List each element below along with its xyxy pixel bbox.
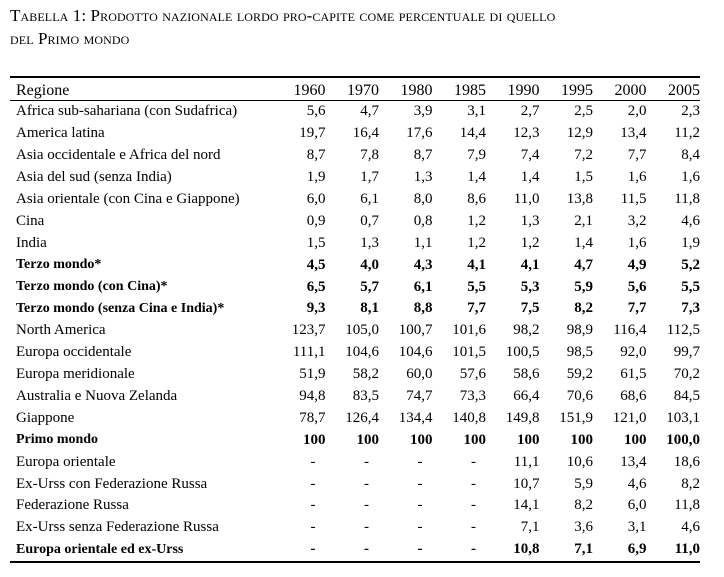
value-cell: 14,4: [459, 125, 486, 142]
value-cell: 4,1: [520, 256, 540, 273]
header-year: 2000: [593, 77, 647, 101]
value-cell: -: [379, 539, 433, 562]
value-cell: 6,5: [306, 278, 326, 295]
value-cell: 1,2: [467, 212, 486, 229]
value-cell: -: [433, 539, 487, 562]
value-cell: 60,0: [406, 366, 433, 383]
table-caption-line-2: del Primo mondo: [10, 29, 130, 48]
table-row: [10, 429, 700, 451]
value-cell: 4,7: [574, 256, 593, 273]
value-cell: 92,0: [620, 344, 647, 361]
value-cell: 6,1: [360, 191, 379, 207]
region-cell: Giappone: [16, 409, 75, 426]
value-cell: 13,4: [620, 453, 647, 470]
value-cell: 1,4: [520, 169, 540, 186]
header-year: 1980: [379, 77, 433, 101]
region-cell: Terzo mondo (senza Cina e India)*: [16, 300, 225, 316]
table-row: [10, 364, 700, 386]
table-row: [10, 145, 700, 167]
value-cell: 66,4: [513, 388, 540, 405]
value-cell: -: [310, 519, 316, 536]
value-cell: 10,8: [486, 539, 540, 562]
table-row: [10, 254, 700, 276]
value-cell: -: [417, 453, 423, 470]
value-cell: -: [364, 519, 369, 536]
value-cell: 8,8: [413, 300, 433, 317]
value-cell: 5,6: [306, 103, 326, 120]
value-cell: 8,1: [360, 300, 379, 317]
value-cell: 1,2: [467, 234, 486, 251]
value-cell: 14,1: [513, 497, 540, 514]
value-cell: -: [417, 475, 423, 492]
region-cell: Primo mondo: [16, 432, 99, 448]
value-cell: 1,2: [520, 234, 540, 251]
value-cell: 11,5: [620, 191, 647, 207]
value-cell: 1,3: [413, 169, 433, 186]
value-cell: 11,1: [513, 453, 540, 470]
value-cell: 4,6: [681, 519, 700, 536]
value-cell: 140,8: [452, 409, 486, 426]
value-cell: 7,7: [467, 300, 486, 317]
value-cell: 10,7: [513, 475, 540, 492]
value-cell: 1,7: [360, 169, 379, 186]
region-cell: Terzo mondo (con Cina)*: [16, 279, 168, 295]
value-cell: 5,3: [520, 278, 540, 295]
value-cell: -: [310, 475, 316, 492]
value-cell: 8,2: [574, 497, 593, 514]
value-cell: 58,2: [352, 366, 379, 383]
value-cell: 9,3: [306, 300, 326, 317]
table-row: [10, 539, 700, 562]
value-cell: 104,6: [345, 344, 379, 361]
value-cell: 101,5: [452, 344, 486, 361]
value-cell: -: [272, 539, 326, 562]
region-cell: Europa occidentale: [16, 344, 132, 361]
value-cell: 68,6: [620, 388, 647, 405]
value-cell: 11,2: [674, 125, 700, 142]
value-cell: 7,3: [681, 300, 700, 317]
value-cell: 7,1: [520, 519, 540, 536]
value-cell: 5,2: [681, 256, 700, 273]
value-cell: 61,5: [620, 366, 647, 383]
table-row: [10, 517, 700, 539]
value-cell: 6,0: [306, 191, 326, 207]
value-cell: 5,9: [574, 278, 593, 295]
value-cell: -: [310, 497, 316, 514]
value-cell: 4,5: [306, 256, 326, 273]
value-cell: 151,9: [559, 409, 593, 426]
document-page: [10, 4, 714, 558]
value-cell: 98,2: [513, 322, 540, 339]
table-row: [10, 232, 700, 254]
value-cell: 8,2: [681, 475, 700, 492]
value-cell: 3,2: [627, 212, 647, 229]
value-cell: 100: [517, 431, 540, 448]
value-cell: 1,9: [306, 169, 326, 186]
header-year: 1970: [326, 77, 380, 101]
value-cell: 78,7: [299, 409, 326, 426]
table-row: [10, 210, 700, 232]
value-cell: 149,8: [505, 409, 540, 426]
region-cell: North America: [16, 322, 106, 339]
table-row: [10, 276, 700, 298]
table-body: [10, 101, 700, 562]
table-caption-line-1: Tabella 1: Prodotto nazionale lordo pro-capite come percentuale di quello: [10, 6, 556, 25]
table-row: [10, 473, 700, 495]
value-cell: 4,6: [681, 212, 700, 229]
value-cell: 105,0: [345, 322, 379, 339]
value-cell: -: [364, 453, 369, 470]
region-cell: Terzo mondo*: [16, 257, 102, 273]
value-cell: 7,2: [574, 147, 593, 164]
value-cell: 11,8: [674, 497, 700, 514]
value-cell: 1,5: [306, 234, 326, 251]
value-cell: -: [417, 497, 423, 514]
value-cell: 12,3: [513, 125, 540, 142]
value-cell: 101,6: [452, 322, 486, 339]
value-cell: 1,6: [681, 169, 700, 186]
value-cell: 11,0: [513, 191, 540, 207]
value-cell: 17,6: [406, 125, 433, 142]
value-cell: 8,2: [574, 300, 593, 317]
value-cell: 70,6: [566, 388, 593, 405]
value-cell: 100: [570, 431, 593, 448]
value-cell: 7,8: [360, 147, 379, 164]
value-cell: 2,5: [574, 103, 593, 120]
table-row: [10, 101, 700, 123]
value-cell: 100: [303, 431, 326, 448]
region-cell: Cina: [16, 212, 45, 229]
region-cell: America latina: [16, 125, 105, 142]
region-cell: India: [16, 234, 47, 251]
table-row: [10, 167, 700, 189]
value-cell: -: [471, 453, 476, 470]
header-year: 2005: [647, 77, 701, 101]
value-cell: 100: [410, 431, 433, 448]
value-cell: 73,3: [459, 388, 486, 405]
region-cell: Europa orientale ed ex-Urss: [10, 539, 272, 562]
table-row: [10, 189, 700, 211]
region-cell: Africa sub-sahariana (con Sudafrica): [16, 103, 238, 120]
gnp-table: [10, 76, 700, 563]
value-cell: 121,0: [612, 409, 647, 426]
value-cell: -: [310, 453, 316, 470]
value-cell: 6,9: [593, 539, 647, 562]
value-cell: 1,6: [627, 169, 647, 186]
table-row: [10, 342, 700, 364]
value-cell: 1,4: [467, 169, 486, 186]
value-cell: 8,7: [306, 147, 326, 164]
value-cell: 12,9: [566, 125, 593, 142]
value-cell: -: [471, 519, 476, 536]
value-cell: 10,6: [566, 453, 593, 470]
value-cell: 126,4: [345, 409, 379, 426]
value-cell: 100,5: [505, 344, 540, 361]
value-cell: -: [364, 497, 369, 514]
table-row: [10, 495, 700, 517]
value-cell: 3,6: [574, 519, 593, 536]
value-cell: 99,7: [673, 344, 700, 361]
value-cell: 3,9: [413, 103, 433, 120]
value-cell: 123,7: [291, 322, 326, 339]
value-cell: 2,1: [574, 212, 593, 229]
region-cell: Asia del sud (senza India): [16, 169, 172, 186]
value-cell: 11,8: [674, 191, 700, 207]
value-cell: 84,5: [673, 388, 700, 405]
value-cell: 7,5: [520, 300, 540, 317]
value-cell: 5,5: [681, 278, 700, 295]
value-cell: 7,1: [540, 539, 594, 562]
value-cell: 103,1: [666, 409, 700, 426]
value-cell: 4,9: [627, 256, 647, 273]
region-cell: Asia occidentale e Africa del nord: [16, 147, 221, 164]
value-cell: -: [326, 539, 380, 562]
region-cell: Australia e Nuova Zelanda: [16, 388, 178, 405]
value-cell: 4,0: [360, 256, 379, 273]
table-row: [10, 407, 700, 429]
value-cell: 13,8: [566, 191, 593, 207]
value-cell: 2,7: [520, 103, 540, 120]
value-cell: 3,1: [627, 519, 647, 536]
value-cell: 7,4: [520, 147, 540, 164]
value-cell: 7,7: [627, 147, 647, 164]
region-cell: Federazione Russa: [16, 497, 129, 514]
value-cell: 57,6: [459, 366, 486, 383]
value-cell: 0,9: [306, 212, 326, 229]
table-row: [10, 298, 700, 320]
value-cell: 16,4: [352, 125, 379, 142]
value-cell: 5,6: [627, 278, 647, 295]
value-cell: 4,1: [467, 256, 486, 273]
value-cell: 51,9: [299, 366, 326, 383]
value-cell: 1,4: [574, 234, 593, 251]
value-cell: 8,0: [413, 191, 433, 207]
value-cell: 6,1: [413, 278, 433, 295]
value-cell: 11,0: [647, 539, 701, 562]
value-cell: 100,0: [666, 431, 700, 448]
value-cell: 7,7: [627, 300, 647, 317]
value-cell: 1,3: [520, 212, 540, 229]
value-cell: -: [471, 497, 476, 514]
value-cell: 1,9: [681, 234, 700, 251]
value-cell: 116,4: [613, 322, 647, 339]
value-cell: 4,6: [627, 475, 647, 492]
value-cell: 3,1: [467, 103, 486, 120]
value-cell: 4,7: [360, 103, 379, 120]
value-cell: 100: [624, 431, 647, 448]
value-cell: 5,7: [360, 278, 379, 295]
value-cell: 2,0: [627, 103, 647, 120]
header-year: 1990: [486, 77, 540, 101]
value-cell: 8,4: [681, 147, 700, 164]
value-cell: -: [417, 519, 423, 536]
value-cell: 112,5: [666, 322, 700, 339]
value-cell: 1,1: [413, 234, 433, 251]
value-cell: 58,6: [513, 366, 540, 383]
value-cell: 83,5: [352, 388, 379, 405]
value-cell: 18,6: [673, 453, 700, 470]
value-cell: 8,7: [413, 147, 433, 164]
table-row: [10, 320, 700, 342]
header-region: Regione: [10, 77, 272, 101]
value-cell: 8,6: [467, 191, 486, 207]
header-year: 1985: [433, 77, 487, 101]
value-cell: 98,9: [566, 322, 593, 339]
value-cell: 6,0: [627, 497, 647, 514]
header-year: 1960: [272, 77, 326, 101]
value-cell: 59,2: [566, 366, 593, 383]
table-header-row: [10, 77, 700, 101]
value-cell: 13,4: [620, 125, 647, 142]
value-cell: 5,9: [574, 475, 593, 492]
value-cell: -: [471, 475, 476, 492]
value-cell: 0,7: [360, 212, 379, 229]
value-cell: 74,7: [406, 388, 433, 405]
table-row: [10, 123, 700, 145]
value-cell: 7,9: [467, 147, 486, 164]
value-cell: 104,6: [398, 344, 433, 361]
value-cell: 1,5: [574, 169, 593, 186]
region-cell: Ex-Urss senza Federazione Russa: [16, 519, 219, 536]
value-cell: 19,7: [299, 125, 326, 142]
header-year: 1995: [540, 77, 594, 101]
value-cell: -: [364, 475, 369, 492]
value-cell: 0,8: [413, 212, 433, 229]
value-cell: 1,6: [627, 234, 647, 251]
value-cell: 100: [463, 431, 486, 448]
value-cell: 100,7: [398, 322, 433, 339]
value-cell: 1,3: [360, 234, 379, 251]
table-row: [10, 451, 700, 473]
value-cell: 5,5: [467, 278, 486, 295]
value-cell: 2,3: [681, 103, 700, 120]
value-cell: 100: [356, 431, 379, 448]
value-cell: 134,4: [398, 409, 433, 426]
table-row: [10, 386, 700, 408]
value-cell: 70,2: [673, 366, 700, 383]
value-cell: 4,3: [413, 256, 433, 273]
value-cell: 94,8: [299, 388, 326, 405]
region-cell: Ex-Urss con Federazione Russa: [16, 475, 208, 492]
table-caption: [10, 4, 714, 50]
value-cell: 98,5: [566, 344, 593, 361]
region-cell: Asia orientale (con Cina e Giappone): [16, 191, 240, 207]
value-cell: 111,1: [292, 344, 326, 361]
region-cell: Europa orientale: [16, 453, 116, 470]
region-cell: Europa meridionale: [16, 366, 135, 383]
